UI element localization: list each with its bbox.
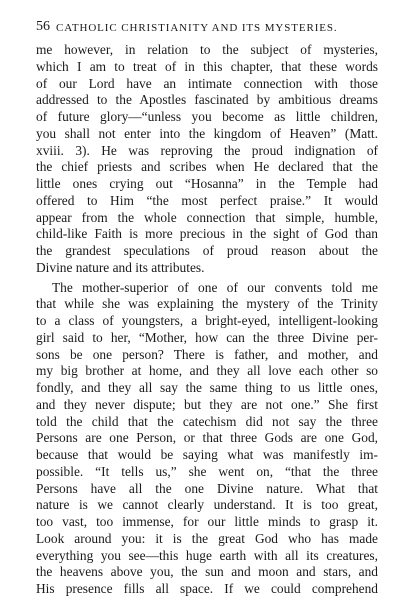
text-line: xviii. 3). He was reproving the proud indignation of: [36, 142, 378, 158]
text-line: sons be one person? There is father, and mother, and: [36, 346, 378, 362]
text-line: to a class of youngsters, a bright-eyed, intelligent-looking: [36, 313, 378, 328]
text-line: appear from the whole connection that simple, humble,: [36, 209, 378, 225]
paragraph-2: [36, 280, 378, 598]
text-line: of our Lord have an intimate connection with those: [36, 75, 378, 91]
text-line: because that would be saying what was manifestly im-: [36, 447, 378, 462]
text-line: that while she was explaining the mystery of the Trinity: [36, 296, 378, 312]
text-line: of future glory—“unless you become as little children,: [36, 109, 378, 124]
text-line: the heavens above you, the sun and moon and stars, and: [36, 564, 378, 580]
text-line: everything you see—this huge earth with all its creatures,: [36, 547, 378, 563]
running-title: CATHOLIC CHRISTIANITY AND ITS MYSTERIES.: [56, 22, 338, 34]
running-head: [36, 19, 386, 35]
text-line: little ones crying out “Hosanna” in the Temple had: [36, 176, 378, 191]
text-line: Persons are one Person, or that three Gods are one God,: [36, 430, 378, 446]
text-line: His presence fills all space. If we could comprehend: [36, 581, 378, 596]
text-line: my big brother at home, and they all love each other so: [36, 363, 378, 379]
text-line: Divine nature and its attributes.: [36, 259, 205, 275]
text-line: nature is we cannot clearly understand. It is too great,: [36, 497, 378, 513]
text-line: and they never dispute; but they are not one.” She first: [36, 396, 378, 412]
text-line: Look around you: it is the great God who has made: [36, 530, 378, 546]
text-line: the chief priests and scribes when He declared that the: [36, 159, 378, 175]
text-line: offered to Him “the most perfect praise.” It would: [36, 192, 378, 208]
text-line: child-like Faith is more precious in the sight of God than: [36, 226, 378, 242]
page-number: 56: [36, 19, 50, 34]
text-line: me however, in relation to the subject of mysteries,: [36, 42, 378, 57]
text-line: girl said to her, “Mother, how can the three Divine per-: [36, 329, 378, 345]
text-line: fondly, and they all say the same thing to us little ones,: [36, 380, 378, 395]
text-line: The mother-superior of one of our convents told me: [52, 279, 378, 295]
text-line: told the child that the catechism did not say the three: [36, 413, 378, 429]
text-line: possible. “It tells us,” she went on, “that the three: [36, 463, 378, 479]
text-line: too vast, too immense, for our little minds to grasp it.: [36, 514, 378, 529]
paragraph-1: [36, 42, 378, 277]
text-line: addressed to the Apostles fascinated by ambitious dreams: [36, 92, 378, 108]
text-line: which I am to treat of in this chapter, that these words: [36, 58, 378, 74]
text-line: the grandest speculations of proud reason about the: [36, 243, 378, 258]
text-line: you shall not enter into the kingdom of Heaven” (Matt.: [36, 125, 378, 141]
body-text: [36, 42, 378, 598]
text-line: Persons have all the one Divine nature. What that: [36, 480, 378, 496]
